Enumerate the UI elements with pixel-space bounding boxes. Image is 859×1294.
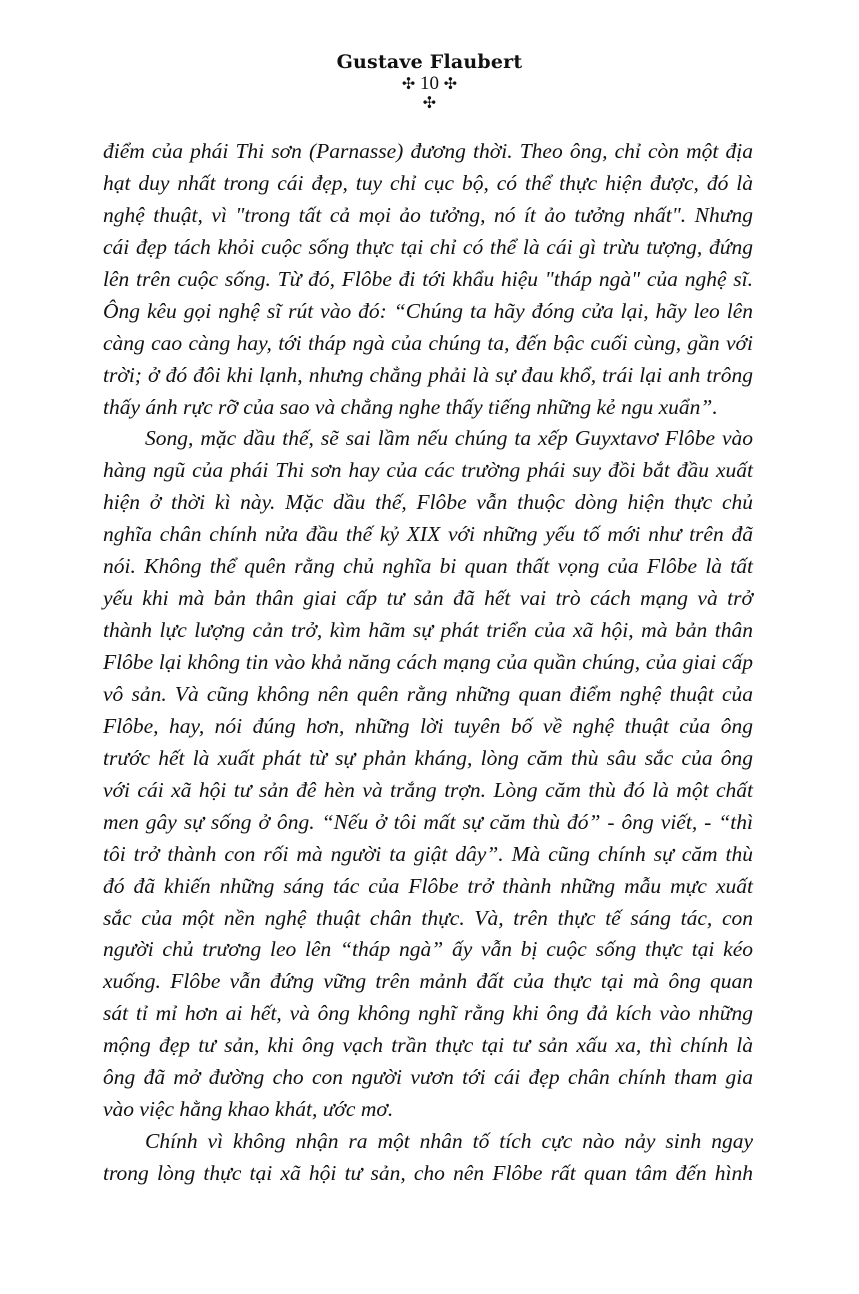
running-title: Gustave Flaubert <box>336 51 523 73</box>
ornament-icon: ✣ <box>422 93 437 112</box>
paragraph <box>103 423 753 1126</box>
text-line: đó đã khiến những sáng tác của Flôbe trở thành những mẫu mực xuất <box>103 873 753 898</box>
text-line: cái đẹp tách khỏi cuộc sống thực tại chỉ có thể là cái gì trừu tượng, đứng <box>103 234 753 259</box>
text-line: thấy ánh rực rỡ của sao và chẳng nghe thấy tiếng những kẻ ngu xuẩn”. <box>103 394 718 419</box>
text-line: nghĩa chân chính nửa đầu thế kỷ XIX với những yếu tố mới như trên đã <box>103 522 753 547</box>
text-line: càng cao càng hay, tới tháp ngà của chúng ta, đến bậc cuối cùng, gần với <box>103 330 753 355</box>
text-line: ông đã mở đường cho con người vươn tới cái đẹp chân chính tham gia <box>103 1065 753 1090</box>
page-number-row <box>0 74 859 94</box>
paragraph <box>103 136 753 423</box>
text-line: yếu khi mà bản thân giai cấp tư sản đã hết vai trò cách mạng và trở <box>103 586 753 611</box>
text-line: Song, mặc dầu thế, sẽ sai lầm nếu chúng ta xếp Guyxtavơ Flôbe vào <box>145 426 753 451</box>
text-line: xuống. Flôbe vẫn đứng vững trên mảnh đất của thực tại mà ông quan <box>103 969 753 994</box>
text-line: Ông kêu gọi nghệ sĩ rút vào đó: “Chúng ta hãy đóng cửa lại, hãy leo lên <box>103 298 753 323</box>
text-line: người chủ trương leo lên “tháp ngà” ấy vẫn bị cuộc sống thực tại kéo <box>103 937 753 962</box>
text-line: trong lòng thực tại xã hội tư sản, cho nên Flôbe rất quan tâm đến hình <box>103 1161 753 1185</box>
text-line: mộng đẹp tư sản, khi ông vạch trần thực tại tư sản xấu xa, thì chính là <box>103 1033 753 1058</box>
text-line: lên trên cuộc sống. Từ đó, Flôbe đi tới khẩu hiệu "tháp ngà" của nghệ sĩ. <box>103 266 753 291</box>
text-line: men gây sự sống ở ông. “Nếu ở tôi mất sự căm thù đó” - ông viết, - “thì <box>103 809 753 834</box>
text-line: Flôbe, hay, nói đúng hơn, những lời tuyên bố về nghệ thuật của ông <box>103 713 753 738</box>
text-line: hiện ở thời kì này. Mặc dầu thế, Flôbe vẫn thuộc dòng hiện thực chủ <box>103 490 753 515</box>
text-line: hạt duy nhất trong cái đẹp, tuy chỉ cục bộ, có thể thực hiện được, đó là <box>103 170 753 195</box>
text-line: trời; ở đó đôi khi lạnh, nhưng chẳng phải là sự đau khổ, trái lại anh trông <box>103 362 753 387</box>
paragraph <box>103 1126 753 1190</box>
text-line: sát tỉ mỉ hơn ai hết, và ông không nghĩ rằng khi ông đả kích vào những <box>103 1001 753 1026</box>
text-line: hàng ngũ của phái Thi sơn hay của các trường phái suy đồi bắt đầu xuất <box>103 458 753 483</box>
text-line: vào việc hằng khao khát, ước mơ. <box>103 1097 394 1122</box>
page-number: 10 <box>420 73 439 94</box>
text-line: điểm của phái Thi sơn (Parnasse) đương thời. Theo ông, chỉ còn một địa <box>103 139 753 163</box>
text-line: trước hết là xuất phát từ sự phản kháng, lòng căm thù sâu sắc của ông <box>103 745 753 770</box>
text-line: với cái xã hội tư sản đê hèn và trắng trợn. Lòng căm thù đó là một chất <box>103 777 753 802</box>
text-line: thành lực lượng cản trở, kìm hãm sự phát triển của xã hội, mà bản thân <box>103 618 753 643</box>
text-line: sắc của một nền nghệ thuật chân thực. Và, trên thực tế sáng tác, con <box>103 905 753 930</box>
text-line: Flôbe lại không tin vào khả năng cách mạng của quần chúng, của giai cấp <box>103 650 753 674</box>
page-header <box>0 50 859 112</box>
text-line: tôi trở thành con rối mà người ta giật dây”. Mà cũng chính sự căm thù <box>103 841 753 866</box>
text-line: vô sản. Và cũng không nên quên rằng những quan điểm nghệ thuật của <box>103 681 753 706</box>
text-line: nói. Không thể quên rằng chủ nghĩa bi quan thất vọng của Flôbe là tất <box>103 554 753 579</box>
ornament-icon: ✣ <box>443 74 458 93</box>
text-line: Chính vì không nhận ra một nhân tố tích cực nào nảy sinh ngay <box>145 1129 753 1154</box>
body-text <box>103 136 753 1190</box>
ornament-icon: ✣ <box>401 74 416 93</box>
text-line: nghệ thuật, vì "trong tất cả mọi ảo tưởng, nó ít ảo tưởng nhất". Nhưng <box>103 202 753 227</box>
